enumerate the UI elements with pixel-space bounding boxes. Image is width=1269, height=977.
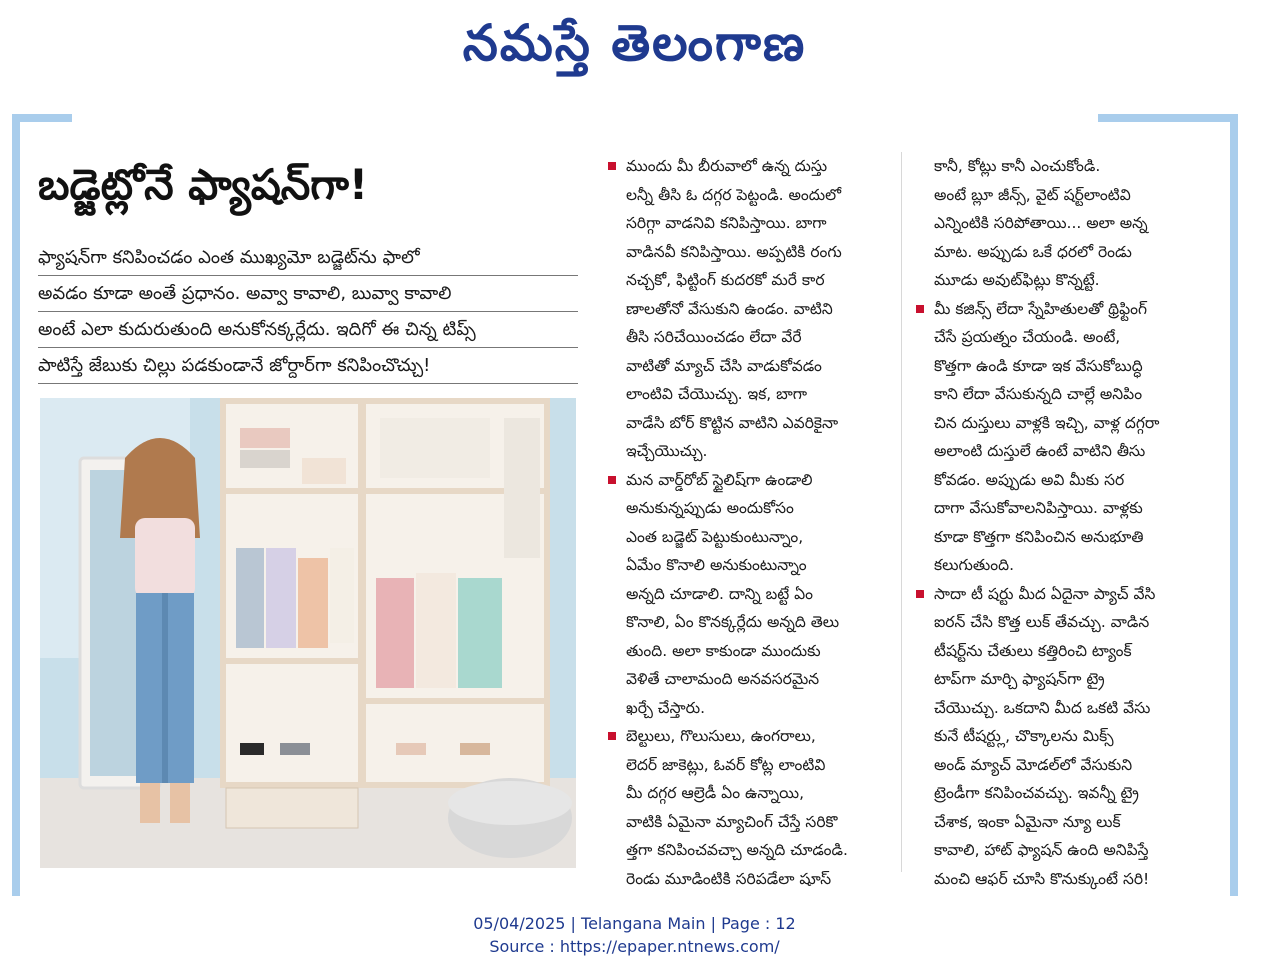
column-line: కలుగుతుంది. — [934, 556, 1014, 574]
column-line: వెళితే చాలామంది అనవసరమైన — [626, 670, 820, 688]
column-line: వాడినవీ కనిపిస్తాయి. అప్పటికి రంగు — [626, 242, 842, 261]
column-line: నచ్చకో, ఫిట్టింగ్ కుదరకో మరే కార — [626, 271, 825, 289]
column-line: మీ దగ్గర ఆల్రెడీ ఏం ఉన్నాయి, — [626, 784, 804, 802]
column-line: అండ్ మ్యాచ్ మోడల్‌లో వేసుకుని — [934, 755, 1133, 774]
column-line: వాటికి ఏమైనా మ్యాచింగ్ చేస్తే సరికొ — [626, 812, 838, 831]
frame-top-right-bar — [1098, 114, 1238, 122]
column-line: అన్నది చూడాలి. దాన్ని బట్టే ఏం — [626, 584, 814, 603]
column-line: మీ కజిన్స్ లేదా స్నేహితులతో థ్రిఫ్టింగ్ — [916, 295, 1202, 324]
column-line: మంచి ఆఫర్ చూసి కొనుక్కుంటే సరి! — [934, 869, 1150, 888]
column-line: ఐరన్ చేసి కొత్త లుక్ తేవచ్చు. వాడిన — [934, 613, 1150, 631]
column-line: చేశాక, ఇంకా ఏమైనా న్యూ లుక్ — [934, 812, 1121, 831]
article-column-1 — [608, 152, 894, 893]
column-line: అలాంటి దుస్తులే ఉంటే వాటిని తీసు — [934, 442, 1146, 460]
article-column-2 — [916, 152, 1202, 893]
column-line: కావాలి, హాట్ ఫ్యాషన్ ఉంది అనిపిస్తే — [934, 841, 1149, 859]
column-line: తీసి సరిచేయించడం లేదా వేరే — [626, 328, 802, 346]
bullet-icon — [916, 305, 924, 313]
intro-line: ఫ్యాషన్‌గా కనిపించడం ఎంత ముఖ్యమో బడ్జెట్‌ను ఫాలో — [38, 240, 578, 276]
column-line: మూడు అవుట్‌ఫిట్లు కొన్నట్టే. — [934, 271, 1100, 289]
bullet-icon — [608, 732, 616, 740]
frame-top-left-bar — [12, 114, 72, 122]
bullet-icon — [608, 476, 616, 484]
frame-left-bar — [12, 114, 20, 896]
article-headline: బడ్జెట్లోనే ఫ్యాషన్‌గా! — [38, 160, 369, 209]
column-line: కొత్తగా ఉండి కూడా ఇక వేసుకోబుద్ధి — [934, 356, 1143, 375]
column-line: మన వార్డ్‌రోబ్ స్టైలిష్‌గా ఉండాలి — [608, 466, 894, 495]
masthead-logo: నమస్తే తెలంగాణ — [462, 14, 807, 72]
footer-date-edition: 05/04/2025 | Telangana Main | Page : 12 — [473, 914, 796, 933]
column-line: ఖర్చే చేస్తారు. — [626, 698, 706, 717]
column-line: ఏమేం కొనాలి అనుకుంటున్నాం — [626, 556, 807, 574]
bullet-icon — [608, 162, 616, 170]
column-line: రెండు మూడింటికి సరిపడేలా షూస్ — [626, 869, 832, 888]
column-line: వాటితో మ్యాచ్ చేసి వాడుకోవడం — [626, 356, 822, 375]
column-line: కాని లేదా వేసుకున్నది చాల్లే అనిపిం — [934, 385, 1143, 403]
column-line: కోవడం. అప్పుడు అవి మీకు సర — [934, 470, 1125, 489]
column-line: సరిగ్గా వాడనివి కనిపిస్తాయి. బాగా — [626, 214, 827, 232]
column-line: చేసే ప్రయత్నం చేయండి. అంటే, — [934, 328, 1121, 346]
column-line: లన్నీ తీసి ఓ దగ్గర పెట్టండి. అందులో — [626, 185, 842, 204]
column-line: మాట. అప్పుడు ఒకే ధరలో రెండు — [934, 242, 1132, 261]
column-line: దాగా వేసుకోవాలనిపిస్తాయి. వాళ్లకు — [934, 499, 1143, 517]
article-intro — [38, 240, 578, 384]
intro-line: అవడం కూడా అంతే ప్రధానం. అవ్వా కావాలి, బువ్వా కావాలి — [38, 276, 578, 312]
frame-right-bar — [1230, 114, 1238, 896]
intro-line: పాటిస్తే జేబుకు చిల్లు పడకుండానే జోర్దార్‌గా కనిపించొచ్చు! — [38, 348, 578, 384]
column-line: కానీ, కోట్లు కానీ ఎంచుకోండి. — [934, 157, 1101, 175]
column-line: కూడా కొత్తగా కనిపించిన అనుభూతి — [934, 527, 1144, 546]
column-line: ఎన్నింటికి సరిపోతాయి... అలా అన్న — [934, 214, 1148, 232]
column-line: లాంటివి చేయొచ్చు. ఇక, బాగా — [626, 385, 808, 403]
column-line: వాడేసి బోర్ కొట్టిన వాటిని ఎవరికైనా — [626, 413, 839, 432]
column-line: అంటే బ్లూ జీన్స్, వైట్ షర్ట్‌లాంటివి — [934, 185, 1131, 204]
column-line: కొనాలి, ఏం కొనక్కర్లేదు అన్నది తెలు — [626, 613, 840, 631]
column-line: ఇచ్చేయొచ్చు. — [626, 442, 708, 460]
column-line: ట్రెండీగా కనిపించవచ్చు. ఇవన్నీ ట్రై — [934, 784, 1139, 802]
column-line: సాదా టీ షర్టు మీద ఏదైనా ప్యాచ్ వేసి — [916, 580, 1202, 609]
wardrobe-photo — [40, 398, 576, 868]
intro-line: అంటే ఎలా కుదురుతుంది అనుకోనక్కర్లేదు. ఇదిగో ఈ చిన్న టిప్స్ — [38, 312, 578, 348]
column-divider — [901, 152, 902, 872]
wardrobe-illustration — [40, 398, 576, 868]
column-line: టాప్‌గా మార్చి ఫ్యాషన్‌గా ట్రై — [934, 670, 1105, 688]
column-line: త్తగా కనిపించవచ్చా అన్నది చూడండి. — [626, 841, 848, 859]
column-line: టీషర్ట్‌ను చేతులు కత్తిరించి ట్యాంక్ — [934, 641, 1132, 660]
column-line: ముందు మీ బీరువాలో ఉన్న దుస్తు — [608, 152, 894, 181]
bullet-icon — [916, 590, 924, 598]
footer-source-link[interactable]: Source : https://epaper.ntnews.com/ — [489, 937, 780, 956]
column-line: చిన దుస్తులు వాళ్లకి ఇచ్చి, వాళ్ల దగ్గరా — [934, 413, 1160, 432]
column-line: ణాలతోనో వేసుకుని ఉండం. వాటిని — [626, 299, 833, 318]
column-line: లెదర్ జాకెట్లు, ఓవర్ కోట్ల లాంటివి — [626, 755, 826, 774]
column-line: బెల్టులు, గొలుసులు, ఉంగరాలు, — [608, 722, 894, 751]
column-line: చేయొచ్చు. ఒకదాని మీద ఒకటి వేసు — [934, 698, 1151, 717]
column-line: అనుకున్నప్పుడు అందుకోసం — [626, 499, 794, 517]
column-line: తుంది. అలా కాకుండా ముందుకు — [626, 641, 821, 660]
column-line: కునే టీషర్ట్లు, చొక్కాలను మిక్స్ — [934, 727, 1114, 745]
column-line: ఎంత బడ్జెట్ పెట్టుకుంటున్నాం, — [626, 527, 804, 546]
